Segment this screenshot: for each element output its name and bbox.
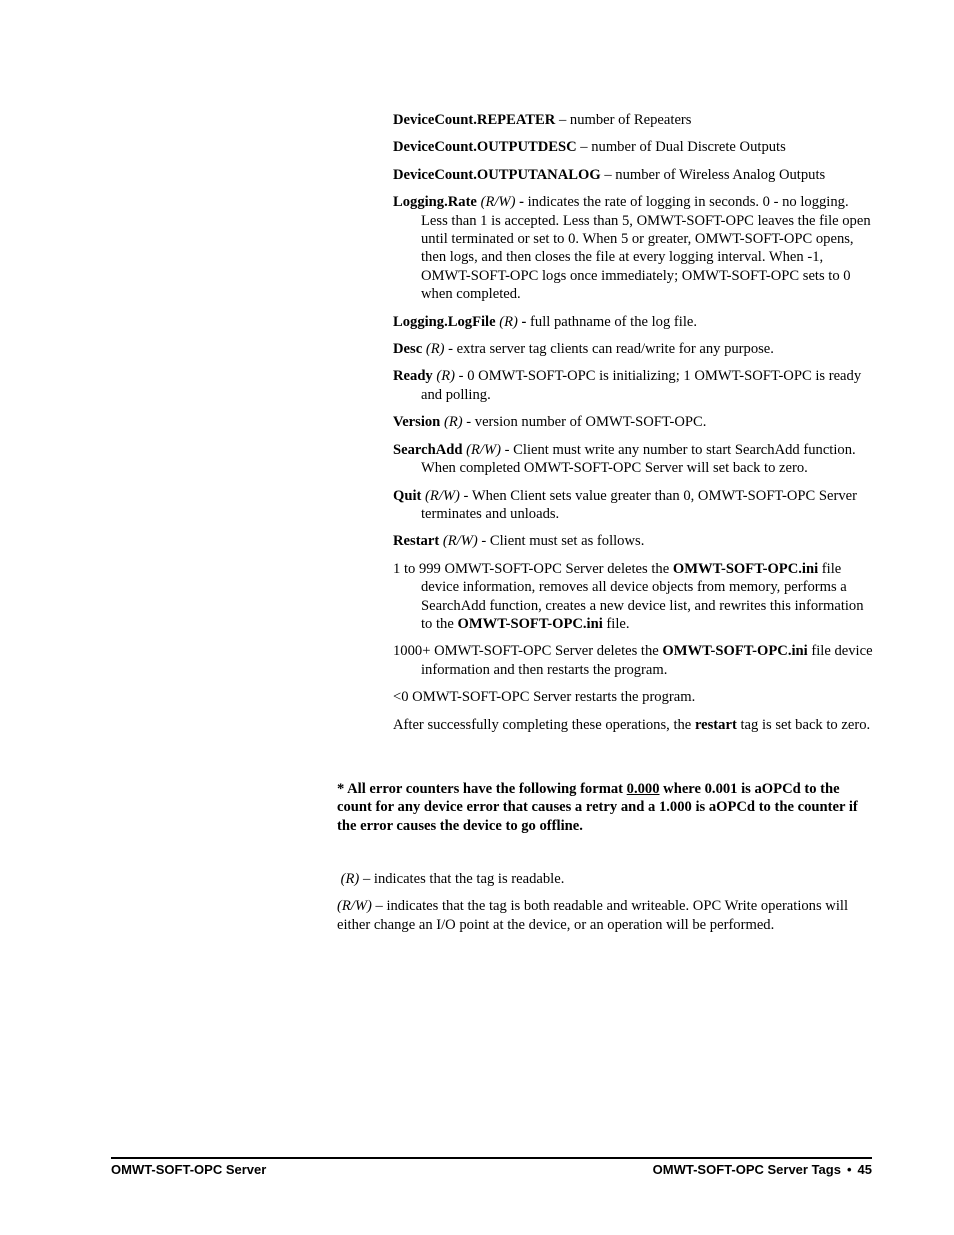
tag-entry: DeviceCount.OUTPUTANALOG – number of Wireless Analog Outputs <box>393 166 826 183</box>
restart-option: 1 to 999 OMWT-SOFT-OPC Server deletes the OMWT-SOFT-OPC.ini file device information, removes all device objects from memory, performs a SearchAdd function, creates a new device list, and rewrites this information to the OMWT-SOFT-OPC.ini file. <box>393 560 864 632</box>
tag-name: SearchAdd <box>393 441 463 458</box>
tag-description: 0 OMWT-SOFT-OPC is initializing; 1 OMWT-SOFT-OPC is ready and polling. <box>421 368 862 403</box>
tag-access: (R) <box>425 341 445 358</box>
tag-entry: Ready (R) - 0 OMWT-SOFT-OPC is initializing; 1 OMWT-SOFT-OPC is ready and polling. <box>393 368 862 403</box>
tag-entry: Quit (R/W) - When Client sets value greater than 0, OMWT-SOFT-OPC Server terminates and unloads. <box>393 487 857 522</box>
restart-option: 1000+ OMWT-SOFT-OPC Server deletes the OMWT-SOFT-OPC.ini file device information and then restarts the program. <box>393 643 873 678</box>
tag-entry: DeviceCount.REPEATER – number of Repeaters <box>393 112 692 128</box>
tag-description: indicates the rate of logging in seconds. 0 - no logging. Less than 1 is accepted. Less than 5, OMWT-SOFT-OPC leaves the file open until terminated or set to 0. When 5 or greater, OMWT-SOFT-OPC opens, then logs, and then closes the file at every logging interval. When -1, OMWT-SOFT-OPC logs once immediately; OMWT-SOFT-OPC sets to 0 when completed. <box>421 194 871 303</box>
tag-name: Restart <box>393 533 440 550</box>
tag-description: Client must write any number to start SearchAdd function. When completed OMWT-SOFT-OPC Server will set back to zero. <box>421 441 856 477</box>
tag-entry: SearchAdd (R/W) - Client must write any number to start SearchAdd function. When completed OMWT-SOFT-OPC Server will set back to zero. <box>393 441 856 477</box>
tag-name: Version <box>393 414 441 431</box>
tag-entry: Desc (R) - extra server tag clients can read/write for any purpose. <box>393 341 774 358</box>
tag-name: Logging.LogFile <box>393 313 496 330</box>
tag-entry: Logging.Rate (R/W) - indicates the rate of logging in seconds. 0 - no logging. Less than 1 is accepted. Less than 5, OMWT-SOFT-OPC leaves the file open until terminated or set to 0. When 5 or greater, OMWT-SOFT-OPC opens, then logs, and then closes the file at every logging interval. When -1, OMWT-SOFT-OPC logs once immediately; OMWT-SOFT-OPC sets to 0 when completed. <box>393 194 871 303</box>
tag-description: extra server tag clients can read/write for any purpose. <box>456 341 774 358</box>
tag-access: (R/W) <box>425 487 460 504</box>
tag-name: DeviceCount.OUTPUTDESC <box>393 139 577 156</box>
tag-name: DeviceCount.REPEATER <box>393 112 556 128</box>
footer-left: OMWT-SOFT-OPC Server <box>111 1162 267 1177</box>
tag-entry: DeviceCount.OUTPUTDESC – number of Dual Discrete Outputs <box>393 139 786 156</box>
tag-access: (R) <box>499 313 518 330</box>
legend-read-write: (R/W) – indicates that the tag is both readable and writeable. OPC Write operations will either change an I/O point at the device, or an operation will be performed. <box>337 898 849 933</box>
tag-name: DeviceCount.OUTPUTANALOG <box>393 166 601 183</box>
tag-description: full pathname of the log file. <box>530 313 698 330</box>
format-example: 0.000 <box>626 781 660 797</box>
tag-description: Client must set as follows. <box>489 533 645 550</box>
tag-entry: Logging.LogFile (R) - full pathname of the log file. <box>393 313 698 330</box>
restart-option: <0 OMWT-SOFT-OPC Server restarts the program. <box>393 689 696 706</box>
tag-name: Desc <box>393 341 423 358</box>
restart-option: After successfully completing these operations, the restart tag is set back to zero. <box>393 716 871 733</box>
footer-right <box>653 1162 872 1177</box>
tag-access: (R) <box>443 414 463 431</box>
tag-description: number of Repeaters <box>569 112 692 128</box>
tag-access: (R) <box>436 368 456 385</box>
tag-entry: Restart (R/W) - Client must set as follows. <box>393 533 645 550</box>
tag-description: version number of OMWT-SOFT-OPC. <box>474 414 707 431</box>
access-legend <box>337 870 873 943</box>
page-number: 45 <box>857 1162 872 1177</box>
error-counter-note: * All error counters have the following format 0.000 where 0.001 is aOPCd to the count for any device error that causes a retry and a 1.000 is aOPCd to the counter if the error causes the device to go offline. <box>337 781 858 834</box>
tag-description: number of Wireless Analog Outputs <box>615 166 826 183</box>
tag-list <box>393 111 873 743</box>
legend-readable: (R) – indicates that the tag is readable. <box>340 871 565 887</box>
section-title: OMWT-SOFT-OPC Server Tags <box>652 1162 841 1177</box>
tag-name: Quit <box>393 487 422 504</box>
tag-name: Ready <box>393 368 433 385</box>
tag-access: (R/W) <box>466 441 501 458</box>
tag-entry: Version (R) - version number of OMWT-SOFT-OPC. <box>393 414 707 431</box>
tag-access: (R/W) <box>442 533 478 550</box>
footer-rule <box>111 1157 872 1159</box>
tag-description: When Client sets value greater than 0, OMWT-SOFT-OPC Server terminates and unloads. <box>421 487 857 522</box>
bullet-icon: • <box>846 1162 852 1177</box>
tag-description: number of Dual Discrete Outputs <box>591 139 786 156</box>
tag-name: Logging.Rate <box>393 194 477 211</box>
tag-access: (R/W) <box>480 194 516 211</box>
